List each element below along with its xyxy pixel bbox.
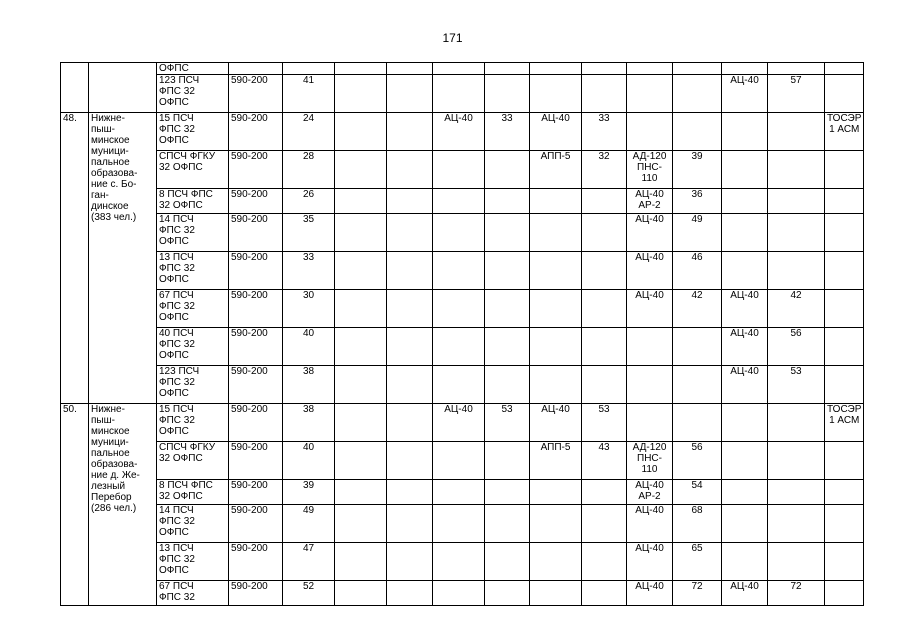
arrival-time: 43 bbox=[582, 442, 627, 480]
arrival-time bbox=[485, 290, 530, 328]
vehicle-type: АД-120 ПНС- 110 bbox=[627, 442, 673, 480]
arrival-time: 33 bbox=[582, 113, 627, 151]
table-row bbox=[61, 505, 864, 543]
vehicle-type: АЦ-40 bbox=[433, 113, 485, 151]
vehicle-type bbox=[722, 189, 768, 214]
vehicle-type: АЦ-40 bbox=[530, 113, 582, 151]
arrival-time bbox=[485, 252, 530, 290]
arrival-time bbox=[582, 328, 627, 366]
vehicle-type bbox=[722, 214, 768, 252]
vehicle-type: АЦ-40 bbox=[627, 214, 673, 252]
arrival-time bbox=[768, 505, 825, 543]
vehicle-type: АЦ-40 bbox=[433, 404, 485, 442]
fire-unit: 8 ПСЧ ФПС 32 ОФПС bbox=[157, 189, 229, 214]
table-row bbox=[61, 63, 864, 75]
table-row bbox=[61, 442, 864, 480]
vehicle-type: АЦ-40 bbox=[722, 290, 768, 328]
arrival-time bbox=[768, 189, 825, 214]
arrival-time: 65 bbox=[673, 543, 722, 581]
distance: 40 bbox=[283, 328, 335, 366]
arrival-time bbox=[768, 214, 825, 252]
arrival-time bbox=[768, 63, 825, 75]
note: ТОСЭР 1 АСМ bbox=[825, 113, 864, 151]
fire-unit: 123 ПСЧ ФПС 32 ОФПС bbox=[157, 366, 229, 404]
arrival-time bbox=[335, 480, 387, 505]
vehicle-type bbox=[433, 290, 485, 328]
fire-unit: ОФПС bbox=[157, 63, 229, 75]
arrival-time bbox=[387, 63, 433, 75]
vehicle-type: АЦ-40 bbox=[722, 328, 768, 366]
note bbox=[825, 328, 864, 366]
arrival-time bbox=[485, 151, 530, 189]
fire-unit: 13 ПСЧ ФПС 32 ОФПС bbox=[157, 543, 229, 581]
phone: 590-200 bbox=[229, 75, 283, 113]
vehicle-type: АЦ-40 bbox=[722, 366, 768, 404]
phone: 590-200 bbox=[229, 151, 283, 189]
arrival-time bbox=[335, 63, 387, 75]
group-number: 48. bbox=[61, 113, 89, 404]
arrival-time bbox=[582, 480, 627, 505]
vehicle-type: АД-120 ПНС- 110 bbox=[627, 151, 673, 189]
vehicle-type bbox=[433, 442, 485, 480]
arrival-time bbox=[485, 63, 530, 75]
note bbox=[825, 63, 864, 75]
fire-unit: 8 ПСЧ ФПС 32 ОФПС bbox=[157, 480, 229, 505]
arrival-time bbox=[768, 442, 825, 480]
vehicle-type bbox=[433, 214, 485, 252]
arrival-time bbox=[768, 151, 825, 189]
page-number: 171 bbox=[442, 31, 463, 45]
table-row bbox=[61, 404, 864, 442]
note bbox=[825, 442, 864, 480]
arrival-time bbox=[582, 290, 627, 328]
arrival-time: 68 bbox=[673, 505, 722, 543]
arrival-time bbox=[387, 366, 433, 404]
arrival-time bbox=[335, 543, 387, 581]
phone: 590-200 bbox=[229, 442, 283, 480]
arrival-time bbox=[387, 113, 433, 151]
arrival-time bbox=[485, 75, 530, 113]
vehicle-type bbox=[530, 543, 582, 581]
distance: 33 bbox=[283, 252, 335, 290]
vehicle-type bbox=[722, 543, 768, 581]
table-row bbox=[61, 75, 864, 113]
phone: 590-200 bbox=[229, 214, 283, 252]
vehicle-type bbox=[433, 63, 485, 75]
vehicle-type: АЦ-40 АР-2 bbox=[627, 189, 673, 214]
note bbox=[825, 189, 864, 214]
table-row bbox=[61, 581, 864, 606]
vehicle-type: АЦ-40 bbox=[722, 75, 768, 113]
fire-unit: 15 ПСЧ ФПС 32 ОФПС bbox=[157, 404, 229, 442]
arrival-time bbox=[485, 543, 530, 581]
settlement-name: Нижне- пыш- минское муници- пальное образова- ние д. Же- лезный Перебор (286 чел.) bbox=[89, 404, 157, 606]
fire-unit: СПСЧ ФГКУ 32 ОФПС bbox=[157, 442, 229, 480]
fire-unit: 123 ПСЧ ФПС 32 ОФПС bbox=[157, 75, 229, 113]
table-body bbox=[61, 63, 864, 606]
arrival-time: 56 bbox=[768, 328, 825, 366]
vehicle-type bbox=[530, 581, 582, 606]
phone: 590-200 bbox=[229, 543, 283, 581]
arrival-time bbox=[582, 543, 627, 581]
arrival-time bbox=[335, 113, 387, 151]
phone: 590-200 bbox=[229, 113, 283, 151]
arrival-time bbox=[673, 328, 722, 366]
vehicle-type bbox=[530, 505, 582, 543]
fire-unit: 14 ПСЧ ФПС 32 ОФПС bbox=[157, 505, 229, 543]
phone: 590-200 bbox=[229, 581, 283, 606]
arrival-time bbox=[387, 252, 433, 290]
distance: 52 bbox=[283, 581, 335, 606]
arrival-time bbox=[673, 404, 722, 442]
distance: 30 bbox=[283, 290, 335, 328]
group-number bbox=[61, 63, 89, 113]
arrival-time: 33 bbox=[485, 113, 530, 151]
vehicle-type bbox=[433, 252, 485, 290]
arrival-time: 36 bbox=[673, 189, 722, 214]
vehicle-type bbox=[530, 480, 582, 505]
phone: 590-200 bbox=[229, 505, 283, 543]
arrival-time bbox=[387, 480, 433, 505]
arrival-time bbox=[335, 328, 387, 366]
arrival-time bbox=[485, 189, 530, 214]
vehicle-type bbox=[627, 328, 673, 366]
arrival-time bbox=[582, 581, 627, 606]
arrival-time bbox=[387, 328, 433, 366]
vehicle-type: АЦ-40 bbox=[530, 404, 582, 442]
phone: 590-200 bbox=[229, 290, 283, 328]
arrival-time bbox=[582, 505, 627, 543]
arrival-time bbox=[335, 404, 387, 442]
arrival-time: 42 bbox=[768, 290, 825, 328]
arrival-time bbox=[485, 505, 530, 543]
arrival-time bbox=[335, 189, 387, 214]
vehicle-type: АЦ-40 bbox=[627, 505, 673, 543]
vehicle-type bbox=[530, 252, 582, 290]
arrival-time: 49 bbox=[673, 214, 722, 252]
arrival-time bbox=[387, 505, 433, 543]
note bbox=[825, 366, 864, 404]
vehicle-type bbox=[433, 189, 485, 214]
vehicle-type bbox=[722, 151, 768, 189]
fire-unit: 67 ПСЧ ФПС 32 bbox=[157, 581, 229, 606]
note bbox=[825, 151, 864, 189]
arrival-time bbox=[485, 480, 530, 505]
vehicle-type bbox=[722, 442, 768, 480]
arrival-time bbox=[335, 366, 387, 404]
table-row bbox=[61, 189, 864, 214]
distance: 26 bbox=[283, 189, 335, 214]
arrival-time bbox=[485, 328, 530, 366]
table-row bbox=[61, 480, 864, 505]
arrival-time bbox=[582, 63, 627, 75]
note bbox=[825, 581, 864, 606]
arrival-time bbox=[335, 442, 387, 480]
arrival-time bbox=[387, 543, 433, 581]
arrival-time bbox=[387, 151, 433, 189]
arrival-time bbox=[485, 366, 530, 404]
arrival-time bbox=[387, 189, 433, 214]
arrival-time bbox=[335, 75, 387, 113]
distance: 28 bbox=[283, 151, 335, 189]
note bbox=[825, 505, 864, 543]
phone bbox=[229, 63, 283, 75]
vehicle-type: АЦ-40 АР-2 bbox=[627, 480, 673, 505]
arrival-time bbox=[387, 404, 433, 442]
vehicle-type bbox=[722, 404, 768, 442]
vehicle-type: АЦ-40 bbox=[722, 581, 768, 606]
arrival-time bbox=[387, 75, 433, 113]
vehicle-type bbox=[627, 113, 673, 151]
arrival-time: 72 bbox=[673, 581, 722, 606]
arrival-time bbox=[673, 366, 722, 404]
fire-unit: 15 ПСЧ ФПС 32 ОФПС bbox=[157, 113, 229, 151]
arrival-time bbox=[768, 113, 825, 151]
distance bbox=[283, 63, 335, 75]
note bbox=[825, 252, 864, 290]
note bbox=[825, 543, 864, 581]
arrival-time bbox=[335, 505, 387, 543]
arrival-time bbox=[387, 581, 433, 606]
vehicle-type bbox=[433, 328, 485, 366]
vehicle-type: АПП-5 bbox=[530, 151, 582, 189]
arrival-time bbox=[768, 480, 825, 505]
arrival-time: 42 bbox=[673, 290, 722, 328]
distance: 39 bbox=[283, 480, 335, 505]
arrival-time bbox=[335, 290, 387, 328]
arrival-time bbox=[387, 442, 433, 480]
vehicle-type bbox=[627, 366, 673, 404]
fire-unit: 67 ПСЧ ФПС 32 ОФПС bbox=[157, 290, 229, 328]
arrival-time bbox=[582, 189, 627, 214]
table-row bbox=[61, 214, 864, 252]
phone: 590-200 bbox=[229, 366, 283, 404]
arrival-time: 56 bbox=[673, 442, 722, 480]
vehicle-type bbox=[433, 75, 485, 113]
note bbox=[825, 75, 864, 113]
note bbox=[825, 214, 864, 252]
arrival-time bbox=[673, 63, 722, 75]
distance: 24 bbox=[283, 113, 335, 151]
vehicle-type: АЦ-40 bbox=[627, 290, 673, 328]
arrival-time bbox=[673, 75, 722, 113]
arrival-time bbox=[485, 442, 530, 480]
note: ТОСЭР 1 АСМ bbox=[825, 404, 864, 442]
table-row bbox=[61, 290, 864, 328]
settlement-name: Нижне- пыш- минское муници- пальное образова- ние с. Бо- ган- динское (383 чел.) bbox=[89, 113, 157, 404]
table-row bbox=[61, 543, 864, 581]
fire-unit: 13 ПСЧ ФПС 32 ОФПС bbox=[157, 252, 229, 290]
vehicle-type bbox=[722, 113, 768, 151]
vehicle-type bbox=[627, 63, 673, 75]
arrival-time bbox=[582, 75, 627, 113]
vehicle-type: АЦ-40 bbox=[627, 581, 673, 606]
vehicle-type bbox=[433, 505, 485, 543]
distance: 35 bbox=[283, 214, 335, 252]
vehicle-type bbox=[627, 404, 673, 442]
arrival-time bbox=[485, 214, 530, 252]
arrival-time bbox=[335, 252, 387, 290]
arrival-time: 72 bbox=[768, 581, 825, 606]
vehicle-type bbox=[530, 214, 582, 252]
arrival-time: 39 bbox=[673, 151, 722, 189]
table-row bbox=[61, 151, 864, 189]
vehicle-type: АЦ-40 bbox=[627, 252, 673, 290]
vehicle-type bbox=[530, 366, 582, 404]
fire-unit: 14 ПСЧ ФПС 32 ОФПС bbox=[157, 214, 229, 252]
vehicle-type bbox=[722, 252, 768, 290]
phone: 590-200 bbox=[229, 480, 283, 505]
group-number: 50. bbox=[61, 404, 89, 606]
arrival-time: 46 bbox=[673, 252, 722, 290]
arrival-time bbox=[387, 290, 433, 328]
table-row bbox=[61, 328, 864, 366]
vehicle-type bbox=[722, 505, 768, 543]
arrival-time bbox=[335, 214, 387, 252]
arrival-time bbox=[768, 252, 825, 290]
arrival-time: 53 bbox=[582, 404, 627, 442]
fire-unit: СПСЧ ФГКУ 32 ОФПС bbox=[157, 151, 229, 189]
arrival-time bbox=[335, 151, 387, 189]
distance: 41 bbox=[283, 75, 335, 113]
vehicle-type: АЦ-40 bbox=[627, 543, 673, 581]
table-row bbox=[61, 366, 864, 404]
arrival-time bbox=[582, 214, 627, 252]
vehicle-type bbox=[433, 543, 485, 581]
arrival-time: 53 bbox=[768, 366, 825, 404]
table-row bbox=[61, 113, 864, 151]
fire-unit: 40 ПСЧ ФПС 32 ОФПС bbox=[157, 328, 229, 366]
vehicle-type bbox=[530, 328, 582, 366]
vehicle-type bbox=[433, 480, 485, 505]
table-row bbox=[61, 252, 864, 290]
arrival-time bbox=[387, 214, 433, 252]
arrival-time bbox=[582, 252, 627, 290]
distance: 38 bbox=[283, 404, 335, 442]
distance: 38 bbox=[283, 366, 335, 404]
phone: 590-200 bbox=[229, 404, 283, 442]
phone: 590-200 bbox=[229, 252, 283, 290]
phone: 590-200 bbox=[229, 189, 283, 214]
distance: 40 bbox=[283, 442, 335, 480]
arrival-time bbox=[768, 404, 825, 442]
arrival-time bbox=[768, 543, 825, 581]
settlement-name bbox=[89, 63, 157, 113]
phone: 590-200 bbox=[229, 328, 283, 366]
arrival-time: 57 bbox=[768, 75, 825, 113]
vehicle-deployment-table bbox=[60, 62, 864, 606]
vehicle-type bbox=[722, 63, 768, 75]
note bbox=[825, 480, 864, 505]
vehicle-type bbox=[530, 189, 582, 214]
vehicle-type: АПП-5 bbox=[530, 442, 582, 480]
vehicle-type bbox=[530, 75, 582, 113]
note bbox=[825, 290, 864, 328]
vehicle-type bbox=[433, 366, 485, 404]
arrival-time bbox=[485, 581, 530, 606]
vehicle-type bbox=[433, 151, 485, 189]
arrival-time: 53 bbox=[485, 404, 530, 442]
vehicle-type bbox=[530, 63, 582, 75]
arrival-time: 32 bbox=[582, 151, 627, 189]
vehicle-type bbox=[627, 75, 673, 113]
distance: 49 bbox=[283, 505, 335, 543]
arrival-time bbox=[335, 581, 387, 606]
arrival-time: 54 bbox=[673, 480, 722, 505]
vehicle-type bbox=[530, 290, 582, 328]
vehicle-type bbox=[433, 581, 485, 606]
vehicle-type bbox=[722, 480, 768, 505]
arrival-time bbox=[673, 113, 722, 151]
arrival-time bbox=[582, 366, 627, 404]
distance: 47 bbox=[283, 543, 335, 581]
